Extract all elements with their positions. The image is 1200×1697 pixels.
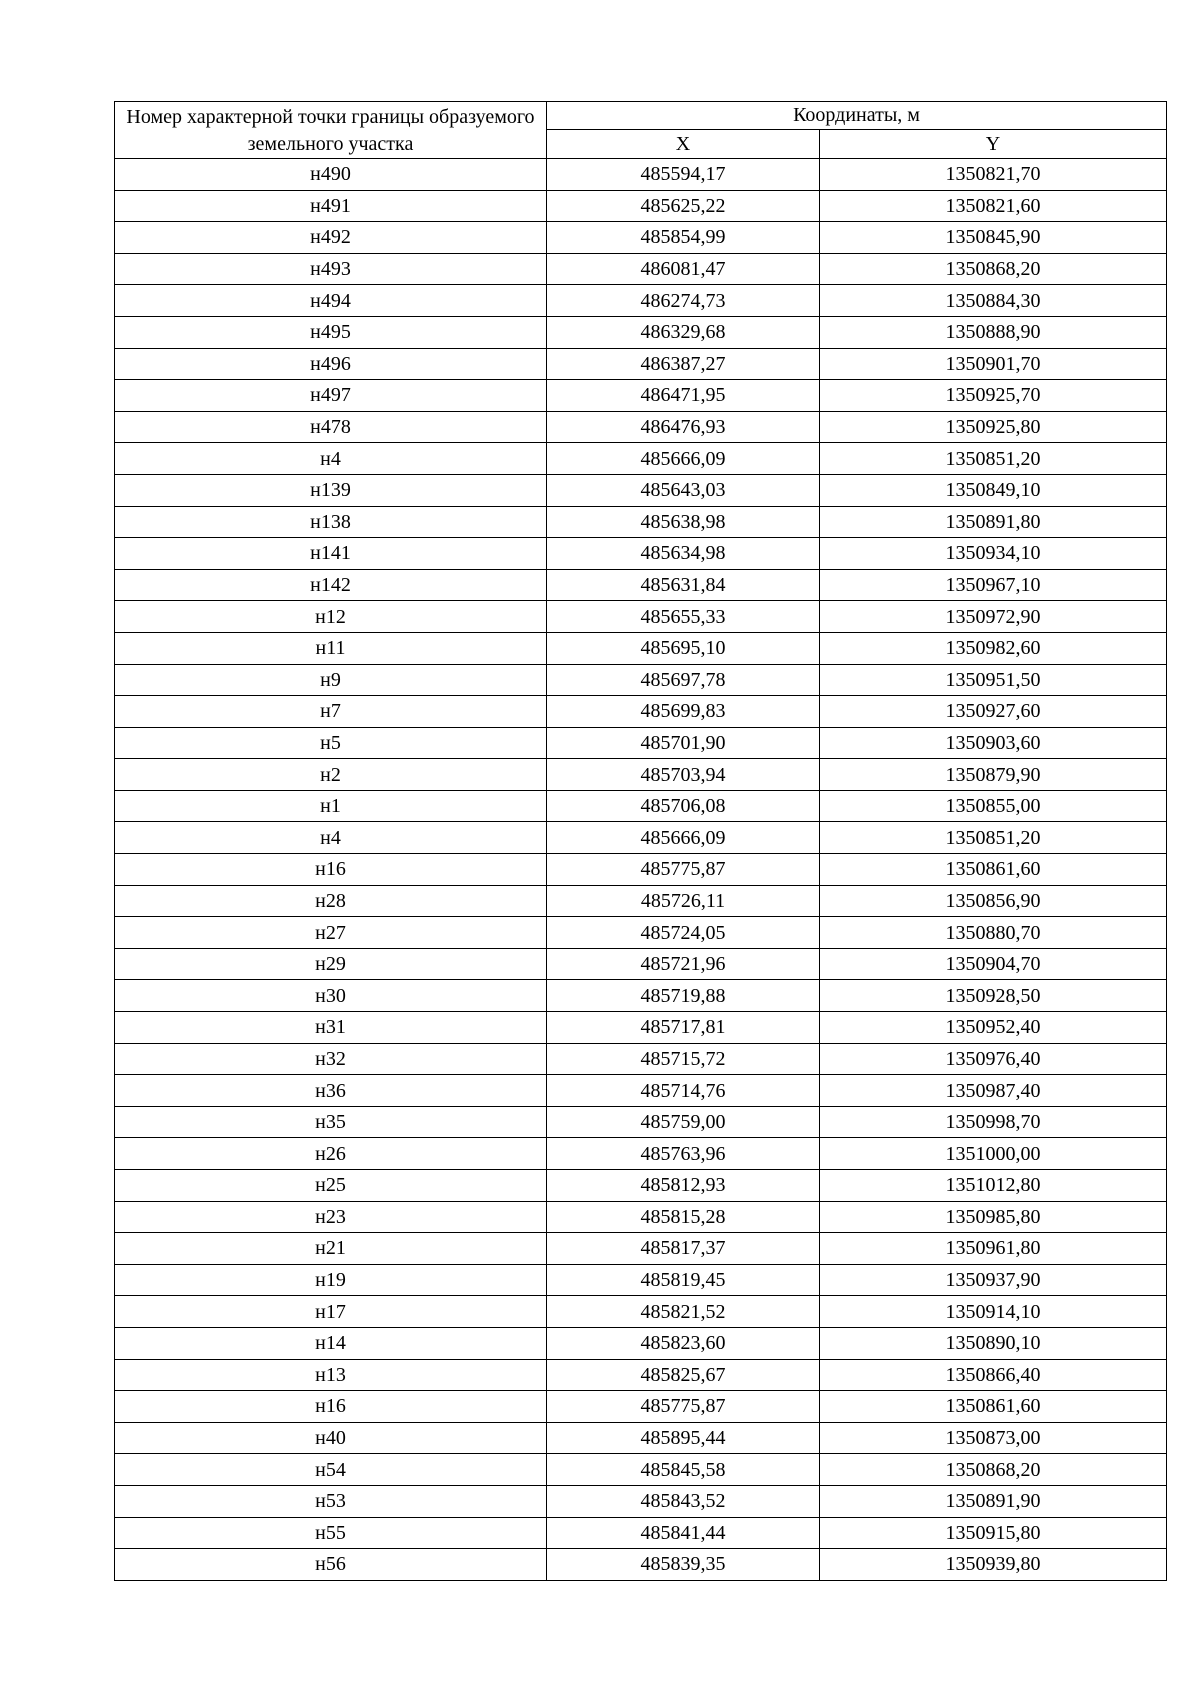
table-row [115, 190, 1167, 222]
x-coordinate-cell: 485699,83 [547, 696, 820, 728]
y-coordinate-cell: 1350888,90 [820, 316, 1167, 348]
table-row [115, 1454, 1167, 1486]
y-coordinate-cell: 1350927,60 [820, 696, 1167, 728]
y-coordinate-cell: 1350851,20 [820, 822, 1167, 854]
x-coordinate-cell: 485717,81 [547, 1012, 820, 1044]
point-number-cell: н35 [115, 1106, 547, 1138]
x-column-header: X [547, 129, 820, 158]
x-coordinate-cell: 485819,45 [547, 1264, 820, 1296]
point-number-cell: н30 [115, 980, 547, 1012]
point-number-cell: н491 [115, 190, 547, 222]
table-row [115, 601, 1167, 633]
point-number-cell: н13 [115, 1359, 547, 1391]
point-number-header: Номер характерной точки границы образуемого земельного участка [115, 102, 547, 159]
point-number-cell: н1 [115, 790, 547, 822]
x-coordinate-cell: 485701,90 [547, 727, 820, 759]
coordinates-table [114, 101, 1167, 1581]
y-coordinate-cell: 1350998,70 [820, 1106, 1167, 1138]
x-coordinate-cell: 485841,44 [547, 1517, 820, 1549]
point-number-cell: н27 [115, 917, 547, 949]
y-coordinate-cell: 1351000,00 [820, 1138, 1167, 1170]
x-coordinate-cell: 485594,17 [547, 159, 820, 191]
table-row [115, 285, 1167, 317]
table-row [115, 1327, 1167, 1359]
x-coordinate-cell: 485895,44 [547, 1422, 820, 1454]
y-coordinate-cell: 1350861,60 [820, 1391, 1167, 1423]
point-number-cell: н490 [115, 159, 547, 191]
table-row [115, 159, 1167, 191]
x-coordinate-cell: 486329,68 [547, 316, 820, 348]
y-coordinate-cell: 1350845,90 [820, 222, 1167, 254]
y-coordinate-cell: 1350879,90 [820, 759, 1167, 791]
point-number-cell: н17 [115, 1296, 547, 1328]
coordinates-group-header: Координаты, м [547, 102, 1167, 130]
x-coordinate-cell: 485719,88 [547, 980, 820, 1012]
y-coordinate-cell: 1350952,40 [820, 1012, 1167, 1044]
table-row [115, 759, 1167, 791]
x-coordinate-cell: 485695,10 [547, 632, 820, 664]
table-row [115, 348, 1167, 380]
table-row [115, 1391, 1167, 1423]
table-body [115, 159, 1167, 1581]
point-number-cell: н497 [115, 380, 547, 412]
point-number-cell: н21 [115, 1233, 547, 1265]
point-number-cell: н14 [115, 1327, 547, 1359]
point-number-cell: н40 [115, 1422, 547, 1454]
y-coordinate-cell: 1350880,70 [820, 917, 1167, 949]
point-number-cell: н9 [115, 664, 547, 696]
point-number-cell: н493 [115, 253, 547, 285]
point-number-cell: н56 [115, 1549, 547, 1581]
y-coordinate-cell: 1350851,20 [820, 443, 1167, 475]
table-row [115, 948, 1167, 980]
x-coordinate-cell: 485839,35 [547, 1549, 820, 1581]
table-row [115, 632, 1167, 664]
y-coordinate-cell: 1350855,00 [820, 790, 1167, 822]
point-number-cell: н19 [115, 1264, 547, 1296]
x-coordinate-cell: 485643,03 [547, 474, 820, 506]
point-number-cell: н138 [115, 506, 547, 538]
table-row [115, 980, 1167, 1012]
x-coordinate-cell: 485825,67 [547, 1359, 820, 1391]
x-coordinate-cell: 485631,84 [547, 569, 820, 601]
y-coordinate-cell: 1350821,60 [820, 190, 1167, 222]
table-row [115, 443, 1167, 475]
y-coordinate-cell: 1350961,80 [820, 1233, 1167, 1265]
point-number-cell: н496 [115, 348, 547, 380]
y-coordinate-cell: 1350868,20 [820, 253, 1167, 285]
table-row [115, 822, 1167, 854]
table-row [115, 790, 1167, 822]
x-coordinate-cell: 485726,11 [547, 885, 820, 917]
y-coordinate-cell: 1350873,00 [820, 1422, 1167, 1454]
x-coordinate-cell: 485666,09 [547, 443, 820, 475]
table-row [115, 1422, 1167, 1454]
x-coordinate-cell: 485817,37 [547, 1233, 820, 1265]
y-coordinate-cell: 1350821,70 [820, 159, 1167, 191]
table-row [115, 222, 1167, 254]
table-header [115, 102, 1167, 159]
table-row [115, 727, 1167, 759]
y-coordinate-cell: 1350903,60 [820, 727, 1167, 759]
x-coordinate-cell: 486081,47 [547, 253, 820, 285]
y-coordinate-cell: 1350939,80 [820, 1549, 1167, 1581]
x-coordinate-cell: 486471,95 [547, 380, 820, 412]
x-coordinate-cell: 486387,27 [547, 348, 820, 380]
x-coordinate-cell: 485703,94 [547, 759, 820, 791]
x-coordinate-cell: 485854,99 [547, 222, 820, 254]
table-row [115, 316, 1167, 348]
y-coordinate-cell: 1350914,10 [820, 1296, 1167, 1328]
point-number-cell: н139 [115, 474, 547, 506]
table-row [115, 569, 1167, 601]
point-number-cell: н2 [115, 759, 547, 791]
x-coordinate-cell: 485845,58 [547, 1454, 820, 1486]
point-number-cell: н32 [115, 1043, 547, 1075]
y-coordinate-cell: 1350951,50 [820, 664, 1167, 696]
table-row [115, 1517, 1167, 1549]
point-number-cell: н16 [115, 1391, 547, 1423]
point-number-cell: н494 [115, 285, 547, 317]
y-coordinate-cell: 1350856,90 [820, 885, 1167, 917]
point-number-cell: н53 [115, 1485, 547, 1517]
point-number-cell: н23 [115, 1201, 547, 1233]
x-coordinate-cell: 485697,78 [547, 664, 820, 696]
y-coordinate-cell: 1350967,10 [820, 569, 1167, 601]
point-number-cell: н12 [115, 601, 547, 633]
x-coordinate-cell: 485655,33 [547, 601, 820, 633]
table-row [115, 1233, 1167, 1265]
point-number-cell: н492 [115, 222, 547, 254]
table-row [115, 411, 1167, 443]
x-coordinate-cell: 485638,98 [547, 506, 820, 538]
point-number-cell: н31 [115, 1012, 547, 1044]
y-coordinate-cell: 1350890,10 [820, 1327, 1167, 1359]
x-coordinate-cell: 485812,93 [547, 1170, 820, 1202]
y-coordinate-cell: 1350928,50 [820, 980, 1167, 1012]
table-row [115, 1012, 1167, 1044]
point-number-cell: н7 [115, 696, 547, 728]
y-coordinate-cell: 1350861,60 [820, 854, 1167, 886]
x-coordinate-cell: 485706,08 [547, 790, 820, 822]
y-coordinate-cell: 1350891,90 [820, 1485, 1167, 1517]
x-coordinate-cell: 485666,09 [547, 822, 820, 854]
point-number-cell: н495 [115, 316, 547, 348]
x-coordinate-cell: 485724,05 [547, 917, 820, 949]
point-number-cell: н54 [115, 1454, 547, 1486]
table-row [115, 1485, 1167, 1517]
point-number-cell: н36 [115, 1075, 547, 1107]
x-coordinate-cell: 485634,98 [547, 538, 820, 570]
table-row [115, 506, 1167, 538]
table-row [115, 885, 1167, 917]
table-row [115, 1264, 1167, 1296]
y-coordinate-cell: 1350925,80 [820, 411, 1167, 443]
point-number-cell: н16 [115, 854, 547, 886]
y-coordinate-cell: 1350982,60 [820, 632, 1167, 664]
y-coordinate-cell: 1350868,20 [820, 1454, 1167, 1486]
point-number-cell: н4 [115, 443, 547, 475]
table-row [115, 1170, 1167, 1202]
table-row [115, 253, 1167, 285]
x-coordinate-cell: 486274,73 [547, 285, 820, 317]
point-number-cell: н4 [115, 822, 547, 854]
y-coordinate-cell: 1350904,70 [820, 948, 1167, 980]
x-coordinate-cell: 485775,87 [547, 1391, 820, 1423]
table-row [115, 917, 1167, 949]
y-coordinate-cell: 1350866,40 [820, 1359, 1167, 1391]
y-column-header: Y [820, 129, 1167, 158]
table-row [115, 1296, 1167, 1328]
point-number-cell: н141 [115, 538, 547, 570]
table-row [115, 1201, 1167, 1233]
y-coordinate-cell: 1350934,10 [820, 538, 1167, 570]
x-coordinate-cell: 485815,28 [547, 1201, 820, 1233]
x-coordinate-cell: 486476,93 [547, 411, 820, 443]
table-row [115, 1075, 1167, 1107]
x-coordinate-cell: 485763,96 [547, 1138, 820, 1170]
y-coordinate-cell: 1350976,40 [820, 1043, 1167, 1075]
point-number-cell: н25 [115, 1170, 547, 1202]
y-coordinate-cell: 1350891,80 [820, 506, 1167, 538]
table-row [115, 1138, 1167, 1170]
y-coordinate-cell: 1350901,70 [820, 348, 1167, 380]
table-row [115, 1549, 1167, 1581]
point-number-cell: н29 [115, 948, 547, 980]
table-row [115, 854, 1167, 886]
table-row [115, 1043, 1167, 1075]
point-number-cell: н5 [115, 727, 547, 759]
table-row [115, 664, 1167, 696]
y-coordinate-cell: 1350937,90 [820, 1264, 1167, 1296]
y-coordinate-cell: 1350849,10 [820, 474, 1167, 506]
point-number-cell: н28 [115, 885, 547, 917]
table-row [115, 1106, 1167, 1138]
x-coordinate-cell: 485721,96 [547, 948, 820, 980]
table-row [115, 1359, 1167, 1391]
y-coordinate-cell: 1350915,80 [820, 1517, 1167, 1549]
table-row [115, 380, 1167, 412]
y-coordinate-cell: 1350884,30 [820, 285, 1167, 317]
y-coordinate-cell: 1350972,90 [820, 601, 1167, 633]
y-coordinate-cell: 1350987,40 [820, 1075, 1167, 1107]
point-number-cell: н11 [115, 632, 547, 664]
x-coordinate-cell: 485759,00 [547, 1106, 820, 1138]
point-number-cell: н26 [115, 1138, 547, 1170]
point-number-cell: н55 [115, 1517, 547, 1549]
y-coordinate-cell: 1350985,80 [820, 1201, 1167, 1233]
point-number-cell: н142 [115, 569, 547, 601]
x-coordinate-cell: 485715,72 [547, 1043, 820, 1075]
x-coordinate-cell: 485625,22 [547, 190, 820, 222]
table-row [115, 696, 1167, 728]
table-row [115, 474, 1167, 506]
x-coordinate-cell: 485843,52 [547, 1485, 820, 1517]
x-coordinate-cell: 485714,76 [547, 1075, 820, 1107]
x-coordinate-cell: 485823,60 [547, 1327, 820, 1359]
x-coordinate-cell: 485775,87 [547, 854, 820, 886]
y-coordinate-cell: 1351012,80 [820, 1170, 1167, 1202]
x-coordinate-cell: 485821,52 [547, 1296, 820, 1328]
y-coordinate-cell: 1350925,70 [820, 380, 1167, 412]
table-row [115, 538, 1167, 570]
point-number-cell: н478 [115, 411, 547, 443]
